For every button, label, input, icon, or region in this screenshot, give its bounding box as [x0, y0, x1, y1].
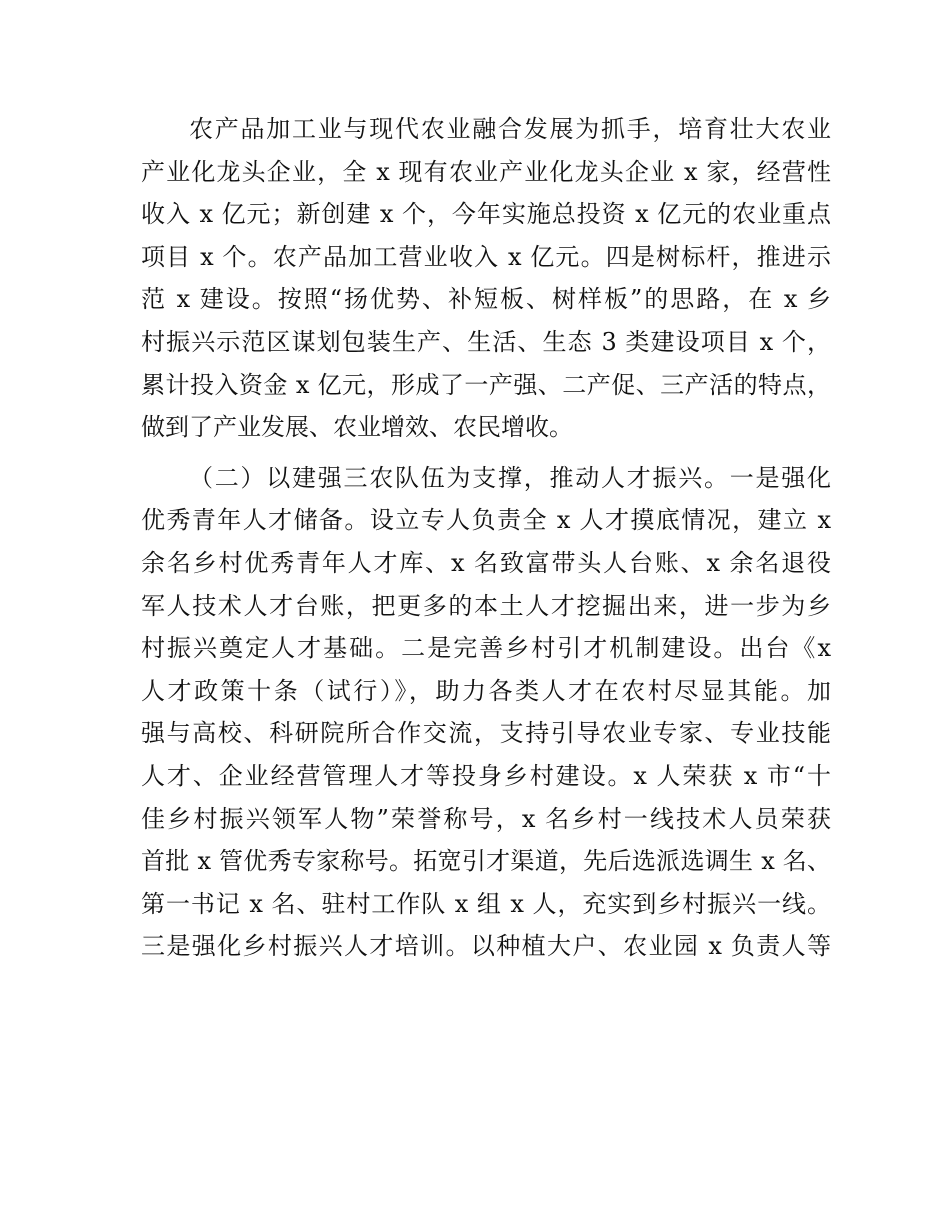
- text-line: 优秀青年人才储备。设立专人负责全 x 人才摸底情况，建立 x: [141, 506, 831, 535]
- paragraph-spacer: [141, 449, 831, 457]
- text-line: 农产品加工业与现代农业融合发展为抓手，培育壮大农业: [189, 115, 831, 143]
- text-line: 范 x 建设。按照“扬优势、补短板、树样板”的思路，在 x 乡: [141, 285, 831, 314]
- text-line: 首批 x 管优秀专家称号。拓宽引才渠道，先后选派选调生 x 名、: [141, 847, 831, 876]
- text-line: 做到了产业发展、农业增效、农民增收。: [141, 413, 573, 442]
- text-line: 人才、企业经营管理人才等投身乡村建设。x 人荣获 x 市“十: [141, 761, 831, 790]
- text-line: 人才政策十条（试行）》，助力各类人才在农村尽显其能。加: [141, 676, 831, 705]
- text-line: 强与高校、科研院所合作交流，支持引导农业专家、专业技能: [141, 719, 831, 748]
- text-line: 收入 x 亿元；新创建 x 个，今年实施总投资 x 亿元的农业重点: [141, 200, 831, 229]
- text-line: （二）以建强三农队伍为支撑，推动人才振兴。一是强化: [189, 463, 831, 492]
- document-body: [141, 108, 831, 968]
- text-line: 军人技术人才台账，把更多的本土人才挖掘出来，进一步为乡: [141, 591, 831, 620]
- text-line: 佳乡村振兴领军人物”荣誉称号，x 名乡村一线技术人员荣获: [141, 804, 831, 833]
- text-line: 村振兴示范区谋划包装生产、生活、生态 3 类建设项目 x 个，: [141, 327, 831, 356]
- text-line: 第一书记 x 名、驻村工作队 x 组 x 人，充实到乡村振兴一线。: [141, 889, 831, 918]
- text-line: 余名乡村优秀青年人才库、x 名致富带头人台账、x 余名退役: [141, 548, 831, 577]
- paragraph-talent: [141, 457, 831, 968]
- text-line: 三是强化乡村振兴人才培训。以种植大户、农业园 x 负责人等: [141, 932, 831, 961]
- text-line: 产业化龙头企业，全 x 现有农业产业化龙头企业 x 家，经营性: [141, 157, 831, 186]
- text-line: 项目 x 个。农产品加工营业收入 x 亿元。四是树标杆，推进示: [141, 242, 831, 271]
- paragraph-industry: [141, 108, 831, 449]
- text-line: 村振兴奠定人才基础。二是完善乡村引才机制建设。出台《x: [141, 634, 831, 663]
- text-line: 累计投入资金 x 亿元，形成了一产强、二产促、三产活的特点，: [141, 370, 831, 399]
